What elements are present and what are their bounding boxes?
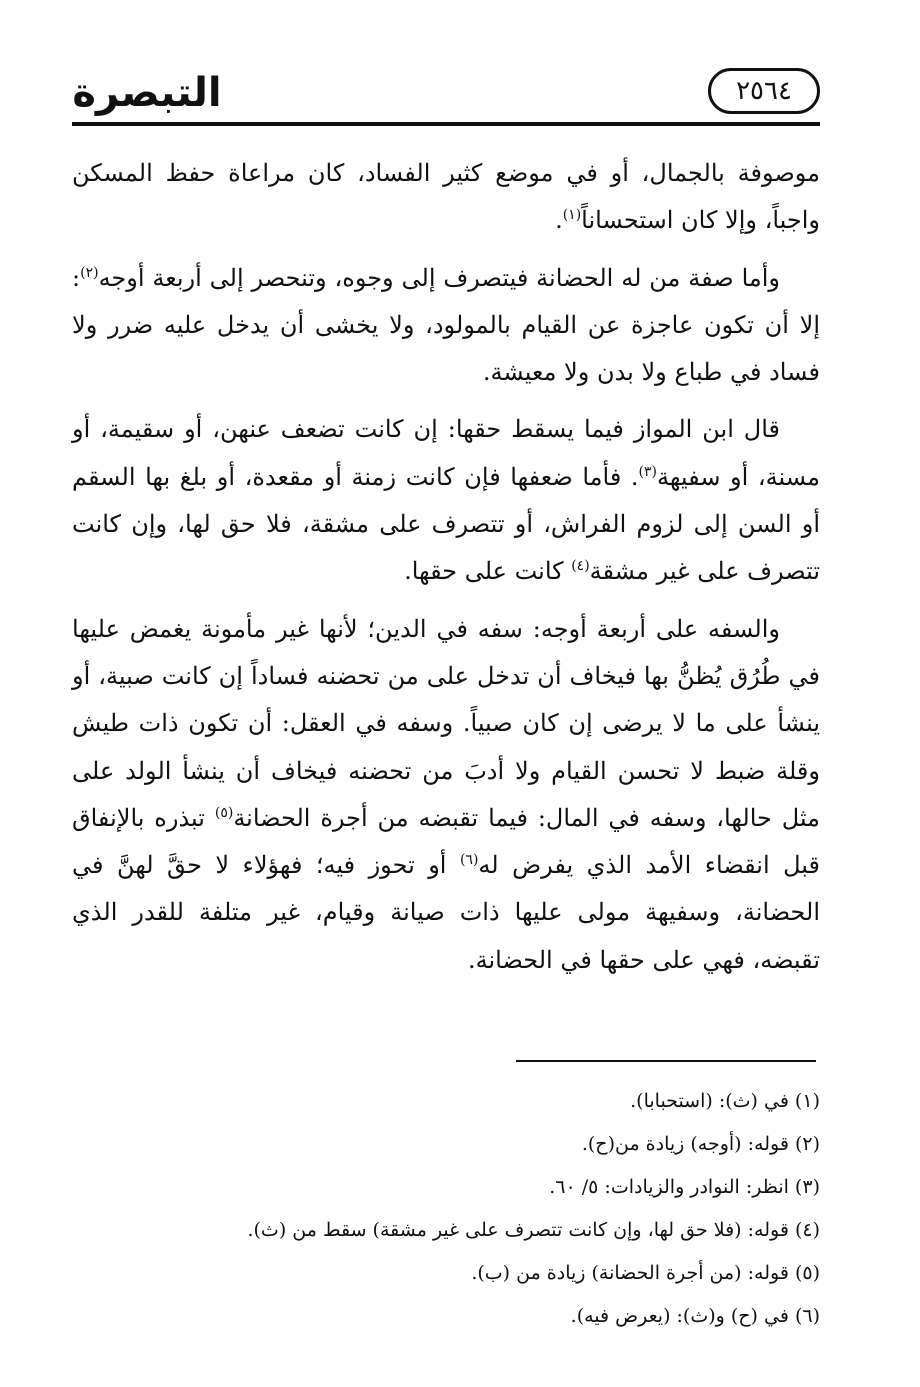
footnote-ref-4: (٤) (571, 558, 590, 575)
footnote-ref-3: (٣) (638, 463, 657, 480)
footnote-ref-6: (٦) (459, 852, 479, 869)
main-text (72, 150, 820, 994)
book-title: التبصرة (72, 70, 222, 116)
paragraph-3-text: قال ابن المواز فيما يسقط حقها: إن كانت تضعف عنهن، أو سقيمة، أو مسنة، أو سفيهة (72, 415, 820, 491)
paragraph-4-middle: تبذره بالإنفاق قبل انقضاء الأمد الذي يفرض له (72, 803, 820, 880)
footnote-1: (١) في (ث): (استحبابا). (630, 1090, 820, 1112)
paragraph-4-text: والسفه على أربعة أوجه: سفه في الدين؛ لأنها غير مأمونة يغمض عليها في طُرُق يُظنُّ بها فيخاف أن تدخل على من تحضنه فساداً إن كانت صبية، أو ينشأ على ما لا يرضى إن كان صبياً. وسفه في العقل: أن تكون ذات طيش وقلة ضبط لا تحسن القيام ولا أدبَ من تحضنه فيخاف أن ينشأ الولد على مثل حالها، وسفه في المال: فيما تقبضه من أجرة الحضانة (72, 614, 821, 832)
paragraph-2 (72, 255, 820, 397)
footnote-5: (٥) قوله: (من أجرة الحضانة) زيادة من (ب). (471, 1262, 820, 1284)
paragraph-3-middle: . فأما ضعفها فإن كانت زمنة أو مقعدة، أو بلغ بها السقم أو السن إلى لزوم الفراش، أو تتصرف على مشقة، فلا حق لها، وإن كانت تتصرف على غير مشقة (72, 462, 820, 586)
paragraph-4 (72, 606, 820, 984)
page-header (72, 56, 820, 126)
page-number: ٢٥٦٤ (708, 68, 820, 114)
paragraph-2-end: : إلا أن تكون عاجزة عن القيام بالمولود، ولا يخشى أن يدخل عليه ضرر ولا فساد في طباع ولا بدن ولا معيشة. (72, 263, 820, 387)
paragraph-3-end: كانت على حقها. (404, 557, 572, 586)
footnote-ref-2: (٢) (80, 264, 99, 281)
footnotes (72, 1080, 820, 1338)
paragraph-3 (72, 406, 820, 595)
footnote-6: (٦) في (ح) و(ث): (يعرض فيه). (570, 1305, 820, 1327)
footnote-4: (٤) قوله: (فلا حق لها، وإن كانت تتصرف على غير مشقة) سقط من (ث). (247, 1219, 820, 1241)
footnote-2: (٢) قوله: (أوجه) زيادة من(ح). (581, 1133, 820, 1155)
footnote-ref-1: (١) (562, 207, 582, 224)
footnote-separator (516, 1060, 816, 1062)
paragraph-1-end: . (555, 206, 563, 235)
paragraph-1 (72, 150, 820, 245)
paragraph-2-text: وأما صفة من له الحضانة فيتصرف إلى وجوه، وتنحصر إلى أربعة أوجه (98, 263, 780, 292)
header-rule (72, 122, 820, 126)
footnote-ref-5: (٥) (214, 804, 234, 821)
paragraph-1-text: موصوفة بالجمال، أو في موضع كثير الفساد، كان مراعاة حفظ المسكن واجباً، وإلا كان استحساناً (72, 159, 820, 235)
paragraph-4-end: أو تحوز فيه؛ فهؤلاء لا حقَّ لهنَّ في الحضانة، وسفيهة مولى عليها ذات صيانة وقيام، غير متلفة للقدر الذي تقبضه، فهي على حقها في الحضانة. (72, 851, 820, 974)
footnote-3: (٣) انظر: النوادر والزيادات: ٥/ ٦٠. (549, 1176, 820, 1198)
